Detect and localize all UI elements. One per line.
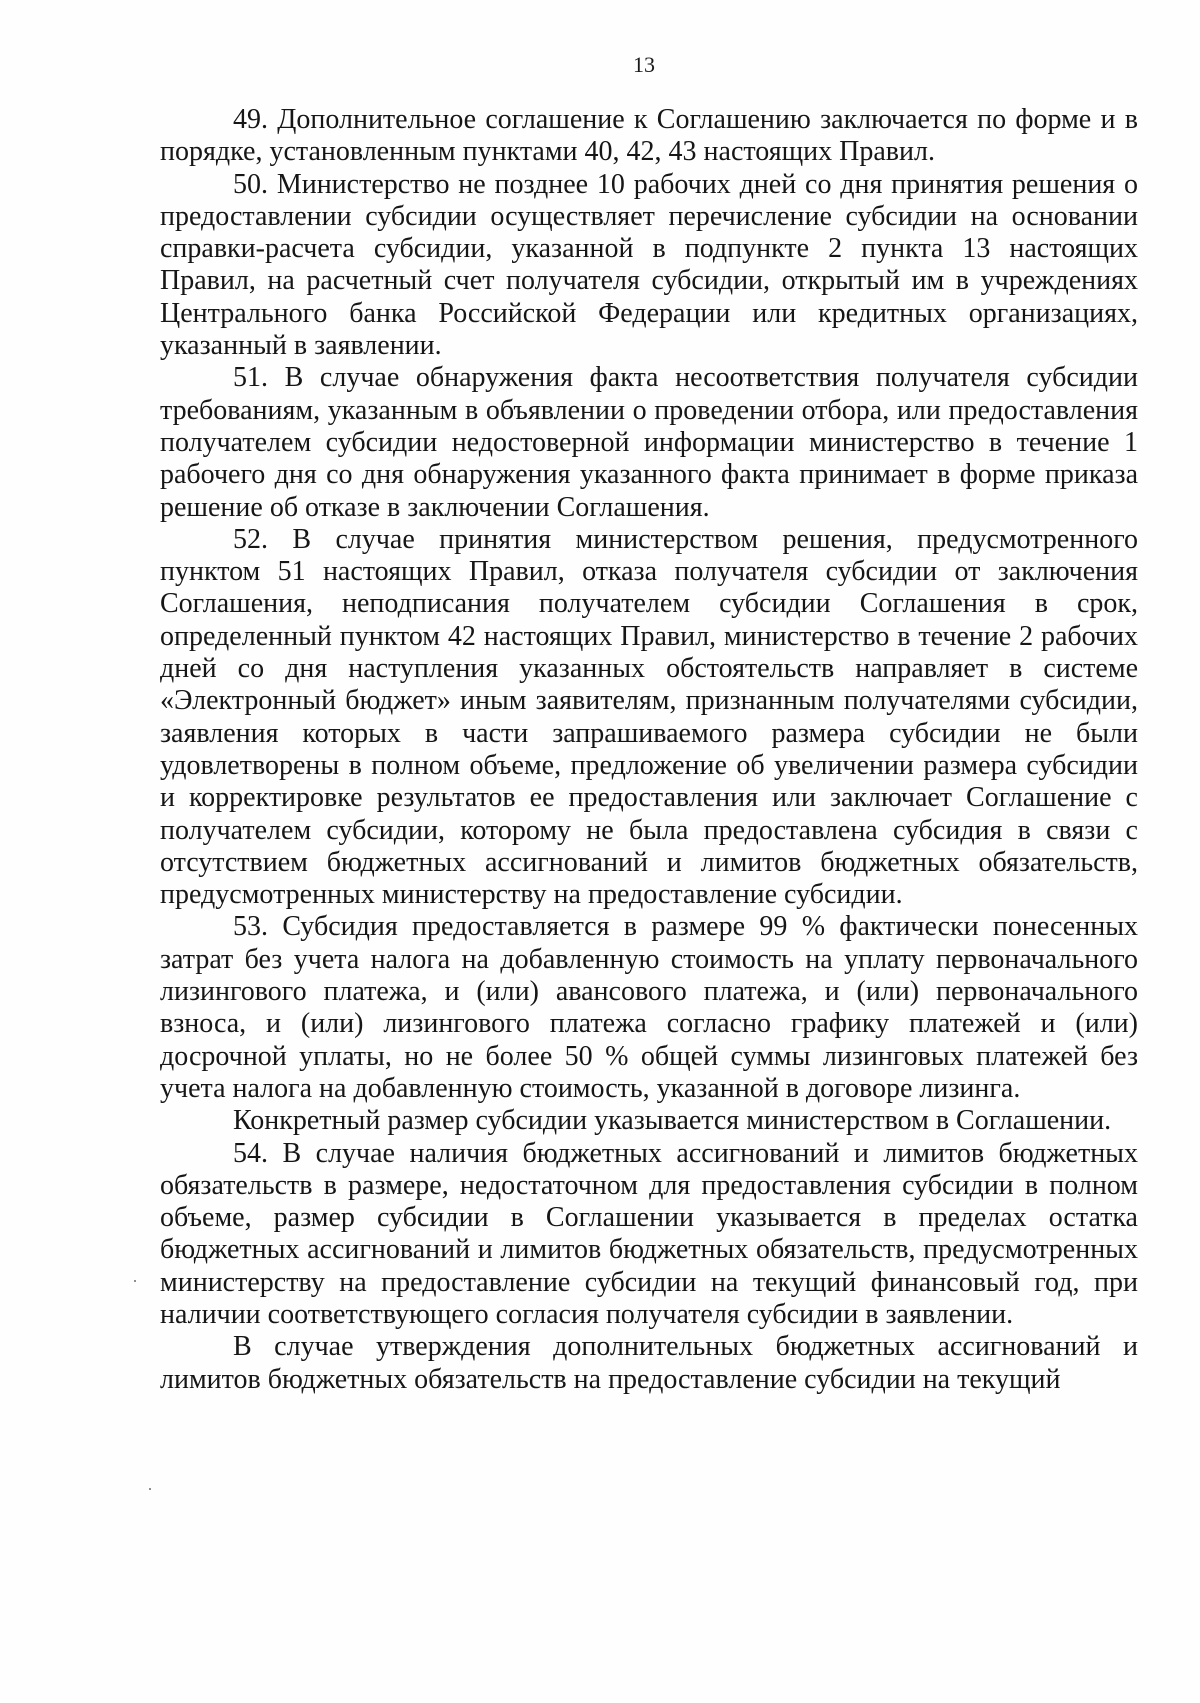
paragraph-53-subsidy-size: Конкретный размер субсидии указывается министерством в Соглашении. [233, 1105, 1112, 1137]
paragraph-54: 54. В случае наличия бюджетных ассигнований и лимитов бюджетных обязательств в размере, недостаточном для предоставления субсидии в полном объеме, размер субсидии в Соглашении указывается в пределах остатка бюджетных ассигнований и лимитов бюджетных обязательств, предусмотренных министерству на предоставление субсидии на текущий финансовый год, при наличии соответствующего согласия получателя субсидии в заявлении. [160, 1137, 1138, 1330]
scan-speck [149, 1488, 151, 1490]
document-body [160, 104, 1138, 1396]
paragraph-49: 49. Дополнительное соглашение к Соглашению заключается по форме и в порядке, установленным пунктами 40, 42, 43 настоящих Правил. [160, 104, 1138, 168]
paragraph-52: 52. В случае принятия министерством решения, предусмотренного пунктом 51 настоящих Правил, отказа получателя субсидии от заключения Соглашения, неподписания получателем субсидии Соглашения в срок, определенный пунктом 42 настоящих Правил, министерство в течение 2 рабочих дней со дня наступления указанных обстоятельств направляет в системе «Электронный бюджет» иным заявителям, признанным получателями субсидии, заявления которых в части запрашиваемого размера субсидии не были удовлетворены в полном объеме, предложение об увеличении размера субсидии и корректировке результатов ее предоставления или заключает Соглашение с получателем субсидии, которому не была предоставлена субсидия в связи с отсутствием бюджетных ассигнований и лимитов бюджетных обязательств, предусмотренных министерству на предоставление субсидии. [160, 523, 1138, 911]
paragraph-51: 51. В случае обнаружения факта несоответствия получателя субсидии требованиям, указанным в объявлении о проведении отбора, или предоставления получателем субсидии недостоверной информации министерство в течение 1 рабочего дня со дня обнаружения указанного факта принимает в форме приказа решение об отказе в заключении Соглашения. [160, 362, 1138, 523]
paragraph-50: 50. Министерство не позднее 10 рабочих дней со дня принятия решения о предоставлении субсидии осуществляет перечисление субсидии на основании справки-расчета субсидии, указанной в подпункте 2 пункта 13 настоящих Правил, на расчетный счет получателя субсидии, открытый им в учреждениях Центрального банка Российской Федерации или кредитных организациях, указанный в заявлении. [160, 168, 1138, 362]
paragraph-54-continued: В случае утверждения дополнительных бюджетных ассигнований и лимитов бюджетных обязательств на предоставление субсидии на текущий [160, 1331, 1138, 1395]
scan-speck [134, 1280, 136, 1282]
paragraph-53: 53. Субсидия предоставляется в размере 99 % фактически понесенных затрат без учета налога на добавленную стоимость на уплату первоначального лизингового платежа, и (или) авансового платежа, и (или) первоначального взноса, и (или) лизингового платежа согласно графику платежей и (или) досрочной уплаты, но не более 50 % общей суммы лизинговых платежей без учета налога на добавленную стоимость, указанной в договоре лизинга. [160, 911, 1138, 1104]
page-number: 13 [633, 52, 655, 77]
